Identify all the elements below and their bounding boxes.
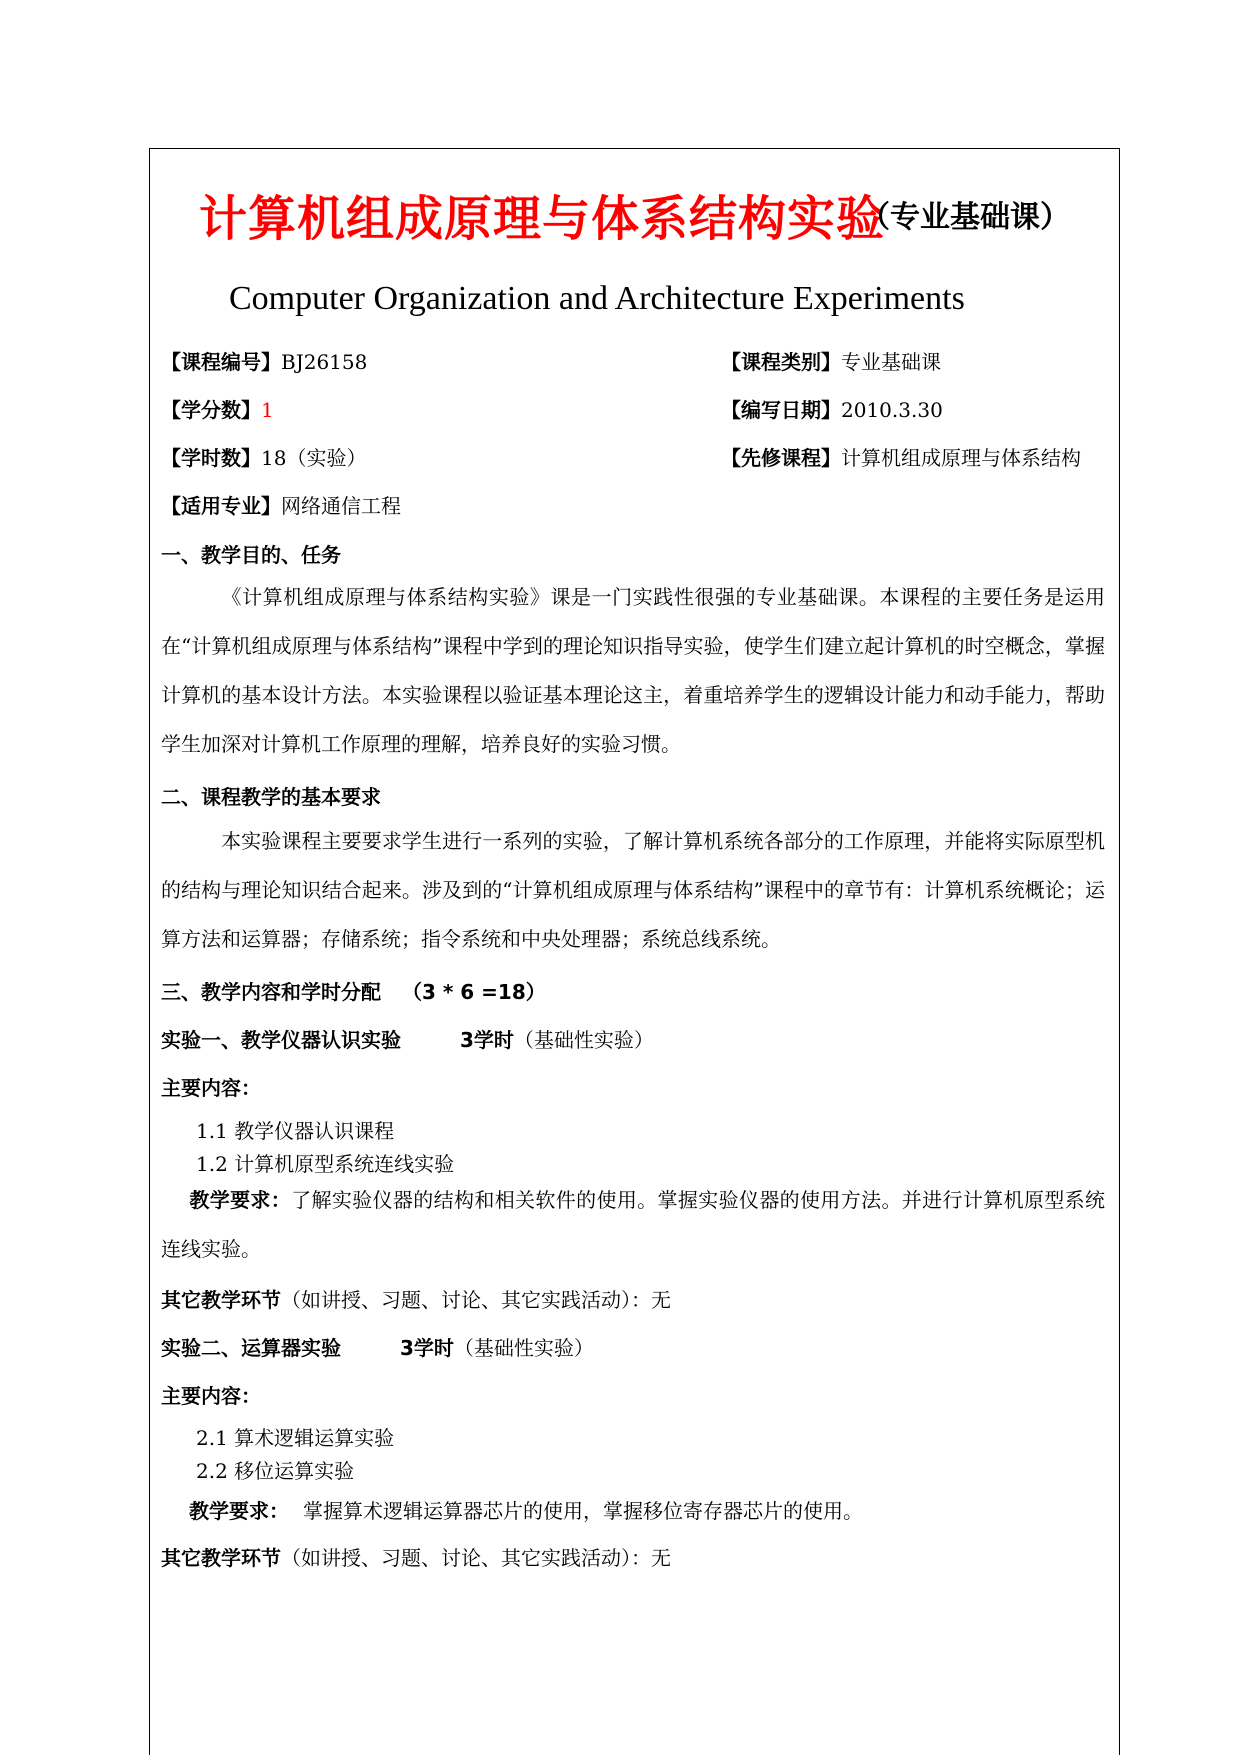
exp2-hours: 3学时 xyxy=(399,1336,454,1360)
exp1-title: 实验一、教学仪器认识实验 xyxy=(161,1028,401,1052)
course-type-label: 【课程类别】 xyxy=(721,350,841,374)
exp1-req-text: 了解实验仪器的结构和相关软件的使用。掌握实验仪器的使用方法。并进行计算机原型系统连线实验。 xyxy=(161,1188,1106,1261)
prereq-label: 【先修课程】 xyxy=(721,446,841,470)
hours-value: 18（实验） xyxy=(261,446,367,470)
exp1-other-row xyxy=(161,1284,671,1313)
title-english: Computer Organization and Architecture Experiments xyxy=(229,280,965,317)
title-subtitle: （专业基础课） xyxy=(860,200,1070,235)
section1-paragraph xyxy=(161,573,1105,769)
exp1-content-label: 主要内容： xyxy=(161,1076,261,1100)
date-label: 【编写日期】 xyxy=(721,398,841,422)
credits-value: 1 xyxy=(261,398,274,422)
section3-heading-text: 三、教学内容和学时分配 xyxy=(161,980,381,1004)
section3-heading xyxy=(161,976,546,1005)
exp1-other-text: （如讲授、习题、讨论、其它实践活动）：无 xyxy=(281,1288,671,1312)
exp1-hours: 3学时 xyxy=(459,1028,514,1052)
exp2-content-label: 主要内容： xyxy=(161,1384,261,1408)
exp2-title-row xyxy=(161,1332,594,1361)
title-chinese: 计算机组成原理与体系结构实验 xyxy=(199,191,886,247)
section1-text: 《计算机组成原理与体系结构实验》课是一门实践性很强的专业基础课。本课程的主要任务是运用在“计算机组成原理与体系结构”课程中学到的理论知识指导实验，使学生们建立起计算机的时空概念，掌握计算机的基本设计方法。本实验课程以验证基本理论这主，着重培养学生的逻辑设计能力和动手能力，帮助学生加深对计算机工作原理的理解，培养良好的实验习惯。 xyxy=(161,585,1105,756)
prereq-value: 计算机组成原理与体系结构 xyxy=(841,446,1081,470)
exp2-other-label: 其它教学环节 xyxy=(161,1546,281,1570)
section1-heading: 一、教学目的、任务 xyxy=(161,543,341,567)
credits-row xyxy=(161,394,274,423)
prereq-row xyxy=(721,442,1081,471)
exp1-item-2: 1.2 计算机原型系统连线实验 xyxy=(196,1152,455,1176)
exp2-requirements xyxy=(189,1495,863,1524)
exp2-other-row xyxy=(161,1542,671,1571)
exp1-item-1: 1.1 教学仪器认识课程 xyxy=(196,1119,395,1143)
course-type-value: 专业基础课 xyxy=(841,350,941,374)
hours-label: 【学时数】 xyxy=(161,446,261,470)
exp2-req-label: 教学要求： xyxy=(189,1499,289,1523)
date-row xyxy=(721,394,943,423)
hours-row xyxy=(161,442,366,471)
exp1-other-label: 其它教学环节 xyxy=(161,1288,281,1312)
exp2-item-2: 2.2 移位运算实验 xyxy=(196,1459,355,1483)
date-value: 2010.3.30 xyxy=(841,398,943,422)
exp2-title: 实验二、运算器实验 xyxy=(161,1336,341,1360)
course-code-label: 【课程编号】 xyxy=(161,350,281,374)
exp1-title-row xyxy=(161,1024,654,1053)
exp2-other-text: （如讲授、习题、讨论、其它实践活动）：无 xyxy=(281,1546,671,1570)
exp1-req-label: 教学要求： xyxy=(189,1188,292,1212)
major-label: 【适用专业】 xyxy=(161,494,281,518)
major-value: 网络通信工程 xyxy=(281,494,401,518)
section3-formula: （3 * 6 =18） xyxy=(401,980,546,1004)
section2-text: 本实验课程主要要求学生进行一系列的实验，了解计算机系统各部分的工作原理，并能将实际原型机的结构与理论知识结合起来。涉及到的“计算机组成原理与体系结构”课程中的章节有：计算机系统概论；运算方法和运算器；存储系统；指令系统和中央处理器；系统总线系统。 xyxy=(161,829,1105,951)
exp1-type: （基础性实验） xyxy=(513,1028,654,1052)
course-code-row xyxy=(161,346,367,375)
credits-label: 【学分数】 xyxy=(161,398,261,422)
exp2-req-text: 掌握算术逻辑运算器芯片的使用，掌握移位寄存器芯片的使用。 xyxy=(303,1499,863,1523)
major-row xyxy=(161,490,401,519)
exp2-type: （基础性实验） xyxy=(453,1336,594,1360)
exp2-item-1: 2.1 算术逻辑运算实验 xyxy=(196,1426,395,1450)
course-type-row xyxy=(721,346,941,375)
section2-paragraph xyxy=(161,817,1105,964)
section2-heading: 二、课程教学的基本要求 xyxy=(161,785,381,809)
exp1-requirements xyxy=(161,1176,1105,1274)
course-code-value: BJ26158 xyxy=(281,350,368,374)
